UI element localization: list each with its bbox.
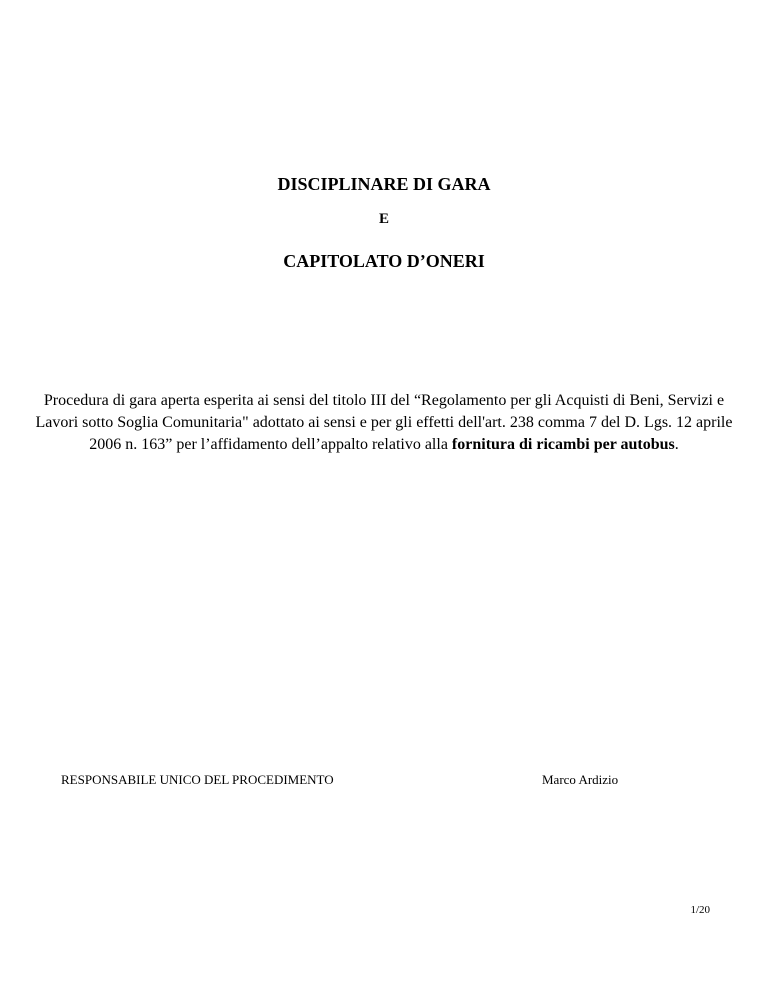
description-text: Procedura di gara aperta esperita ai sensi del titolo III del “Regolamento per gli Acquisti di Beni, Servizi e Lavori sotto Soglia Comunitaria" adottato ai sensi e per gli effetti dell'art. 238 comma 7 del D. Lgs. 12 aprile 2006 n. 163” per l’affidamento dell’appalto relativo alla <box>35 392 733 453</box>
procedure-description <box>30 390 738 456</box>
document-subtitle: CAPITOLATO D’ONERI <box>283 251 485 271</box>
document-title: DISCIPLINARE DI GARA <box>277 174 491 194</box>
description-bold-subject: fornitura di ricambi per autobus <box>451 436 675 453</box>
signature-role: RESPONSABILE UNICO DEL PROCEDIMENTO <box>61 772 334 787</box>
description-end: . <box>674 436 679 453</box>
page-number: 1/20 <box>690 904 710 916</box>
signature-name: Marco Ardizio <box>542 772 619 787</box>
title-connector: E <box>378 211 389 227</box>
